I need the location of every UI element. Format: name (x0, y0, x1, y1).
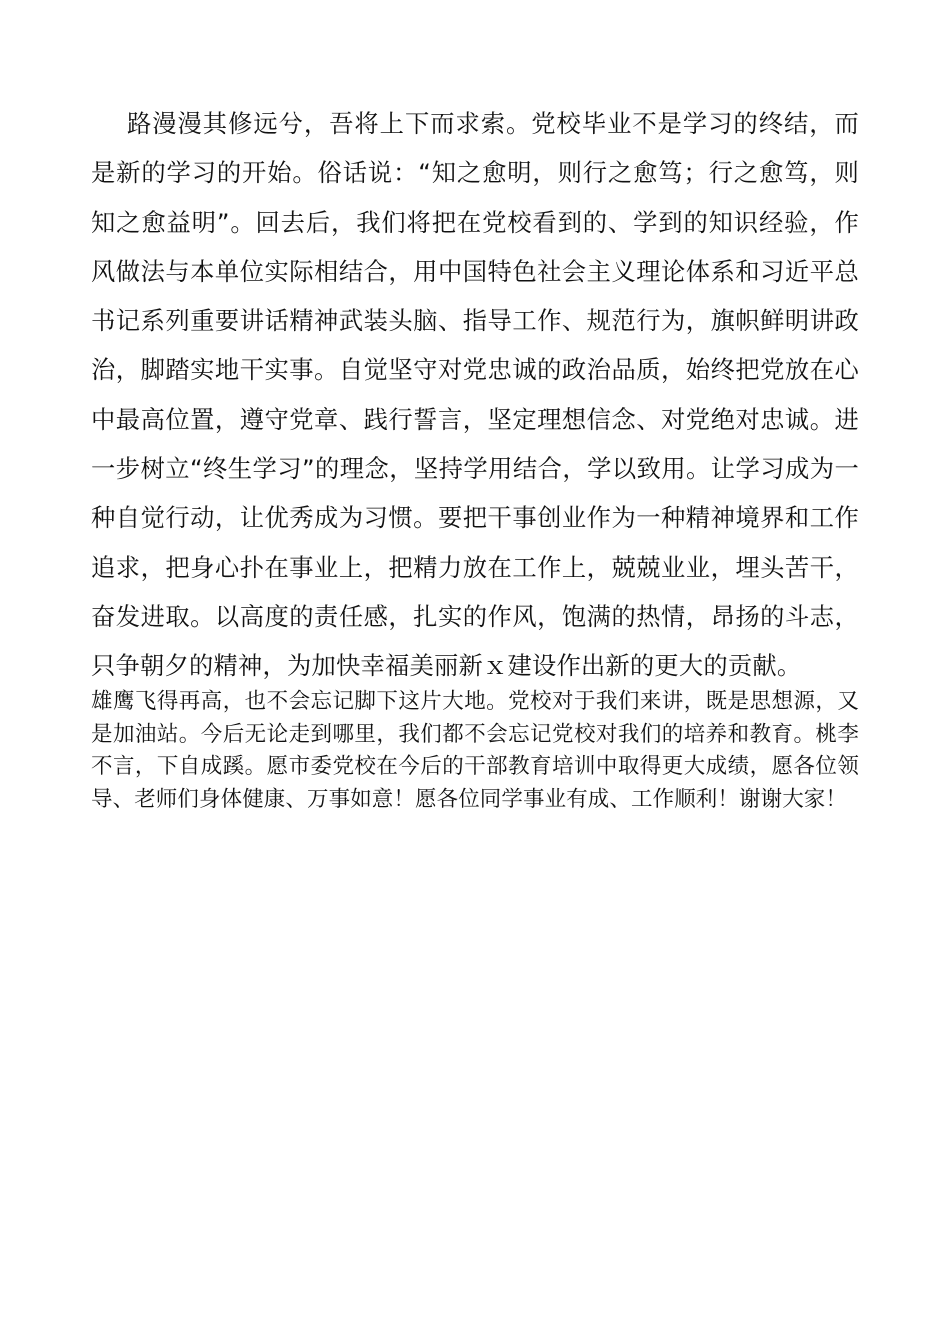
paragraph-closing-thanks: 雄鹰飞得再高，也不会忘记脚下这片大地。党校对于我们来讲，既是思想源，又是加油站。今后无论走到哪里，我们都不会忘记党校对我们的培养和教育。桃李不言，下自成蹊。愿市委党校在今后的干部教育培训中取得更大成绩，愿各位领导、老师们身体健康、万事如意！愿各位同学事业有成、工作顺利！谢谢大家！ (91, 689, 859, 812)
paragraph-closing-study: 路漫漫其修远兮，吾将上下而求索。党校毕业不是学习的终结，而是新的学习的开始。俗话说：“知之愈明，则行之愈笃；行之愈笃，则知之愈益明”。回去后，我们将把在党校看到的、学到的知识经验，作风做法与本单位实际相结合，用中国特色社会主义理论体系和习近平总书记系列重要讲话精神武装头脑、指导工作、规范行为，旗帜鲜明讲政治，脚踏实地干实事。自觉坚守对党忠诚的政治品质，始终把党放在心中最高位置，遵守党章、践行誓言，坚定理想信念、对党绝对忠诚。进一步树立“终生学习”的理念，坚持学用结合，学以致用。让学习成为一种自觉行动，让优秀成为习惯。要把干事创业作为一种精神境界和工作追求，把身心扑在事业上，把精力放在工作上，兢兢业业，埋头苦干，奋发进取。以高度的责任感，扎实的作风，饱满的热情，昂扬的斗志，只争朝夕的精神，为加快幸福美丽新ｘ建设作出新的更大的贡献。 (91, 109, 859, 681)
